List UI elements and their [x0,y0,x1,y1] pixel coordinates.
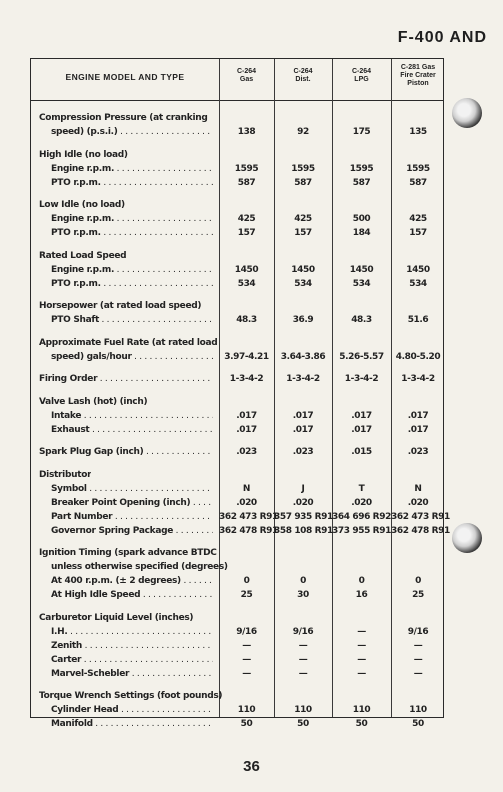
row-value: — [413,654,423,665]
row-value: .017 [292,424,314,435]
table-row [31,482,445,496]
row-value: 587 [352,177,371,188]
row-value: 587 [237,177,256,188]
row-label: PTO r.p.m. . . . [51,176,213,190]
row-value: — [298,654,308,665]
row-value: .017 [292,410,314,421]
row-value: N [414,483,422,494]
row-label: Breaker Point Opening (inch) . . . [51,496,213,510]
table-row [31,445,445,459]
section-title: Low Idle (no load) [39,200,125,210]
row-value: 4.80-5.20 [395,351,441,362]
row-value: 1595 [349,163,374,174]
row-value: 9/16 [407,626,429,637]
header-divider [31,100,443,101]
row-label: Symbol . . . [51,482,213,496]
row-label: PTO r.p.m. . . . [51,277,213,291]
row-label: Governor Spring Package . . . [51,524,213,538]
index-tab-bottom [452,523,482,553]
row-value: 51.6 [407,315,429,325]
row-value: 110 [294,705,312,715]
row-value: 48.3 [236,315,257,325]
row-value: 587 [294,177,312,188]
row-value: 0 [300,576,306,586]
row-value: — [357,640,366,651]
section-title: Distributor [39,469,92,480]
column-header: C-264 Gas [236,68,257,83]
spec-table [30,58,450,729]
row-value: 3.97-4.21 [224,351,269,362]
row-label: speed) (p.s.i.) . . . [51,125,213,139]
row-value: .017 [407,410,429,421]
engine-model-header: ENGINE MODEL AND TYPE [65,72,185,82]
row-value: — [357,668,366,679]
row-label: Carter . . . [51,653,213,667]
row-label: Manifold . . . [51,717,213,731]
row-value: 9/16 [292,626,314,637]
row-value: 1595 [406,163,430,174]
row-value: 1-3-4-2 [401,374,435,384]
row-label: Exhaust . . . [51,423,213,437]
row-value: .017 [407,424,429,435]
row-value: .017 [351,424,372,435]
row-value: 587 [409,177,427,188]
row-value: 110 [352,705,371,715]
table-row [31,510,450,524]
row-label: Zenith . . . [51,639,213,653]
table-row [31,212,445,226]
table-row [31,409,445,423]
column-header: C-264 Dist. [293,68,313,83]
row-value: 1450 [234,264,259,275]
row-value: 50 [412,719,424,729]
section-title: Rated Load Speed [39,250,127,261]
row-value: 184 [352,228,371,238]
row-value: 1450 [349,264,374,275]
row-value: 358 108 R91 [274,525,333,536]
row-value: 135 [409,127,427,137]
row-label: PTO r.p.m. . . . [51,226,213,240]
table-row [31,717,445,731]
table-row [31,372,445,386]
row-value: — [413,668,423,679]
row-value: 500 [352,214,371,224]
table-row [31,639,445,653]
table-row [31,588,445,602]
page-title: F-400 AND [397,29,487,46]
row-value: 1-3-4-2 [286,374,320,384]
row-value: 1-3-4-2 [344,374,379,384]
row-value: 36.9 [292,315,314,325]
row-value: — [242,654,251,665]
table-row [31,277,445,291]
row-value: 534 [352,278,371,289]
row-value: 362 478 R91 [391,525,450,536]
table-row [31,125,445,139]
row-value: 1-3-4-2 [229,374,264,384]
column-header: C-264 LPG [351,68,372,83]
row-value: T [358,483,365,494]
row-value: .023 [407,447,429,457]
row-label: PTO Shaft . . . [51,313,213,327]
row-value: 48.3 [351,315,372,325]
table-row [31,703,445,717]
section-title: Torque Wrench Settings (foot pounds) [39,691,223,701]
row-value: 0 [358,576,365,586]
index-tab-top [452,98,482,128]
row-value: .023 [236,447,257,457]
row-value: 1595 [291,163,315,174]
row-value: 175 [352,127,371,137]
row-value: 138 [237,127,256,137]
row-label: Engine r.p.m. . . . [51,212,213,226]
row-label: Engine r.p.m. . . . [51,263,213,277]
row-value: 1595 [234,163,259,174]
row-value: 534 [409,278,427,289]
table-row [31,667,445,681]
row-value: 50 [240,719,253,729]
row-value: .017 [236,424,257,435]
row-value: — [242,668,251,679]
row-value: J [301,483,305,494]
row-value: 25 [412,590,424,600]
row-value: .017 [236,410,257,421]
row-value: .017 [351,410,372,421]
row-value: 3.64-3.86 [280,351,326,362]
row-value: 157 [237,228,256,238]
row-label: Intake . . . [51,409,213,423]
table-row [31,496,445,510]
table-row [31,524,450,538]
section-title: Ignition Timing (spark advance BTDC [39,548,217,558]
row-label: Spark Plug Gap (inch) . . . [39,445,213,459]
row-value: 357 935 R91 [274,511,333,522]
row-label: I.H. . . . [51,625,213,639]
row-label: Engine r.p.m. . . . [51,162,213,176]
section-title: Compression Pressure (at cranking [39,113,208,123]
row-value: 0 [243,576,250,586]
row-value: — [298,668,308,679]
table-row [31,176,445,190]
row-value: 30 [297,590,309,600]
section-title: Horsepower (at rated load speed) [39,301,202,311]
table-row [31,162,445,176]
row-value: 1450 [406,264,430,275]
row-value: 1450 [291,264,315,275]
row-value: 364 696 R92 [332,511,391,522]
row-value: 92 [297,127,309,137]
row-value: — [357,626,366,637]
row-value: 373 955 R91 [332,525,391,536]
row-label: Firing Order . . . [39,372,213,386]
row-value: 110 [409,705,427,715]
row-value: 5.26-5.57 [339,351,384,362]
table-row [31,350,445,364]
row-value: — [242,640,251,651]
row-value: 9/16 [236,626,257,637]
column-header: C-281 Gas Fire Crater Piston [400,64,436,87]
row-value: 534 [294,278,312,289]
table-row [31,226,445,240]
row-value: 157 [409,228,427,238]
row-value: 25 [240,590,253,600]
table-row [31,625,445,639]
section-title: Carburetor Liquid Level (inches) [39,612,194,623]
table-row [31,653,445,667]
row-value: 362 473 R91 [219,511,278,522]
section-title: High Idle (no load) [39,149,128,160]
row-value: 362 478 R91 [219,525,278,536]
table-row [31,313,445,327]
table-row [31,423,445,437]
row-value: 50 [297,719,309,729]
row-value: — [357,654,366,665]
row-value: 534 [237,278,256,289]
row-value: 110 [237,705,256,715]
row-value: 425 [294,214,312,224]
row-value: N [242,483,251,494]
row-value: .023 [292,447,314,457]
row-value: .020 [407,497,429,508]
row-value: 425 [409,214,427,224]
table-row [31,263,445,277]
row-label: At High Idle Speed . . . [51,588,213,602]
row-label: Marvel-Schebler . . . [51,667,213,681]
row-value: — [413,640,423,651]
row-label: At 400 r.p.m. (± 2 degrees) . . . [51,574,213,588]
row-value: — [298,640,308,651]
row-value: .015 [351,447,372,457]
row-value: .020 [236,497,257,508]
row-value: 157 [294,228,312,238]
table-row [31,574,445,588]
section-title: unless otherwise specified (degrees) [51,562,228,572]
row-value: 16 [355,590,368,600]
row-label: speed) gals/hour . . . [51,350,213,364]
row-value: 425 [237,214,256,224]
page-number: 36 [243,758,260,775]
row-value: .020 [292,497,314,508]
row-value: .020 [351,497,372,508]
section-title: Approximate Fuel Rate (at rated load [39,337,218,348]
row-value: 50 [355,719,368,729]
section-title: Valve Lash (hot) (inch) [39,396,148,407]
row-value: 362 473 R91 [391,511,450,522]
row-label: Cylinder Head . . . [51,703,213,717]
row-label: Part Number . . . [51,510,213,524]
row-value: 0 [415,576,421,586]
